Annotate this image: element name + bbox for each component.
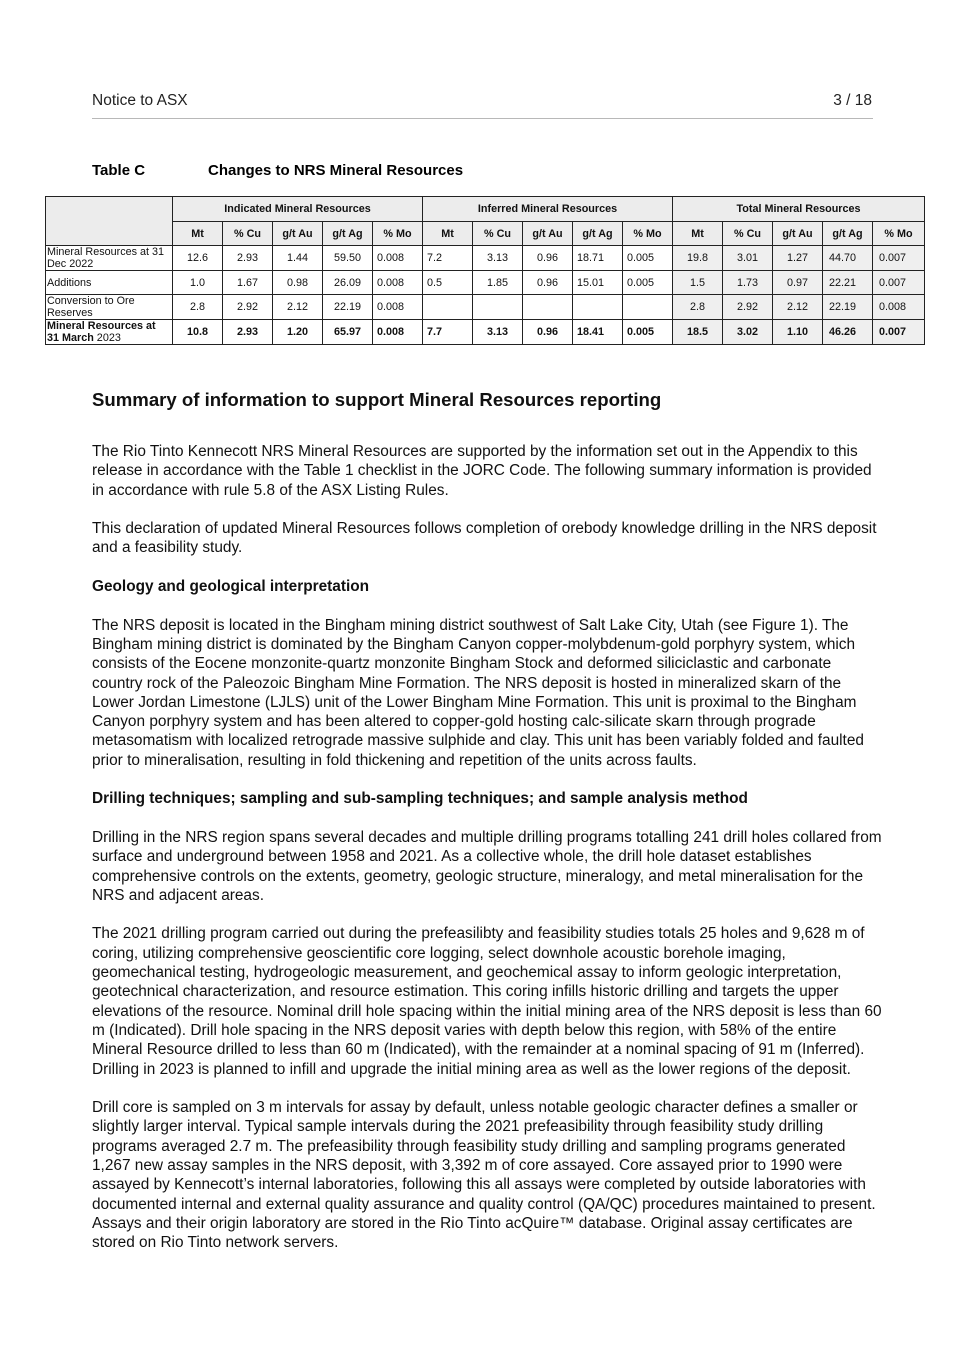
row-label-year: 2023 — [93, 332, 121, 344]
cell-inferred: 0.96 — [523, 320, 573, 345]
cell-inferred: 0.96 — [523, 271, 573, 295]
cell-inferred: 7.2 — [423, 246, 473, 271]
cell-indicated: 1.44 — [273, 246, 323, 271]
paragraph: Drill core is sampled on 3 m intervals for assay by default, unless notable geologic character defines a smaller or slightly larger interval. Typical sample intervals during the 2021 prefeasibility through feasibility study drilling programs averaged 2.7 m. The prefeasibility through feasibility study drilling and sampling programs generated 1,267 new assay samples in the NRS deposit, with 3,392 m of core assayed. Core assayed prior to 1990 were assayed by Kennecott’s internal laboratories, following this all assays were completed by outside laboratories with documented internal and external quality assurance and quality control (QA/QC) procedures maintained to present. Assays and their origin laboratory are stored in the Rio Tinto acQuire™ database. Original assay certificates are stored on Rio Tinto network servers. — [92, 1099, 876, 1252]
page-header — [92, 92, 872, 110]
document-body — [92, 388, 882, 1272]
cell-inferred: 15.01 — [573, 271, 623, 295]
cell-indicated: 2.8 — [173, 295, 223, 320]
column-header-total: Mt — [673, 222, 723, 246]
column-header-total: % Cu — [723, 222, 773, 246]
column-header-indicated: % Cu — [223, 222, 273, 246]
cell-inferred: 18.71 — [573, 246, 623, 271]
cell-inferred: 1.85 — [473, 271, 523, 295]
cell-total: 2.12 — [773, 295, 823, 320]
cell-inferred — [423, 295, 473, 320]
table-row — [46, 246, 925, 271]
cell-total: 2.8 — [673, 295, 723, 320]
column-header-indicated: g/t Ag — [323, 222, 373, 246]
column-header-indicated: % Mo — [373, 222, 423, 246]
cell-indicated: 10.8 — [173, 320, 223, 345]
paragraph: The NRS deposit is located in the Bingham mining district southwest of Salt Lake City, Utah (see Figure 1). The Bingham mining district is dominated by the Bingham Canyon copper-molybdenum-gold porphyry system, which consists of the Eocene monzonite-quartz monzonite Bingham Stock and deformed siliciclastic and carbonate country rock of the Paleozoic Bingham Mine Formation. The NRS deposit is hosted in mineralized skarn of the Lower Jordan Limestone (LJLS) unit of the Lower Bingham Mine Formation. This unit is proximal to the Bingham Canyon porphyry system and has been altered to copper-gold hosting calc-silicate skarn through prograde metasomatism with localized retrograde massive sulphide and clay. This unit has been variably folded and faulted prior to mineralisation, resulting in fold thickening and repetition of the units across faults. — [92, 616, 864, 769]
cell-total: 0.008 — [873, 295, 925, 320]
column-header-total: % Mo — [873, 222, 925, 246]
header-divider — [92, 118, 873, 119]
mineral-resources-table — [45, 196, 925, 345]
cell-total: 3.02 — [723, 320, 773, 345]
column-header-inferred: % Cu — [473, 222, 523, 246]
table-row — [46, 320, 925, 345]
group-header-total: Total Mineral Resources — [673, 197, 925, 222]
cell-indicated: 0.008 — [373, 271, 423, 295]
cell-total: 0.007 — [873, 320, 925, 345]
column-header-inferred: g/t Ag — [573, 222, 623, 246]
cell-total: 1.10 — [773, 320, 823, 345]
table-caption-title: Changes to NRS Mineral Resources — [208, 162, 464, 179]
table-row — [46, 271, 925, 295]
cell-indicated: 0.008 — [373, 246, 423, 271]
cell-inferred: 7.7 — [423, 320, 473, 345]
cell-indicated: 0.008 — [373, 295, 423, 320]
cell-indicated: 1.67 — [223, 271, 273, 295]
cell-total: 46.26 — [823, 320, 873, 345]
cell-indicated: 2.93 — [223, 320, 273, 345]
subheading-drilling: Drilling techniques; sampling and sub-sampling techniques; and sample analysis method — [92, 790, 748, 808]
cell-inferred: 3.13 — [473, 246, 523, 271]
group-header-indicated: Indicated Mineral Resources — [173, 197, 423, 222]
cell-total: 1.73 — [723, 271, 773, 295]
cell-indicated: 0.008 — [373, 320, 423, 345]
document-title: Notice to ASX — [92, 92, 188, 109]
cell-total: 0.97 — [773, 271, 823, 295]
cell-total: 1.27 — [773, 246, 823, 271]
cell-total: 18.5 — [673, 320, 723, 345]
table-caption — [92, 162, 463, 179]
table-caption-label: Table C — [92, 162, 146, 179]
column-header-total: g/t Ag — [823, 222, 873, 246]
table-row — [46, 295, 925, 320]
cell-indicated: 59.50 — [323, 246, 373, 271]
cell-indicated: 2.12 — [273, 295, 323, 320]
cell-indicated: 22.19 — [323, 295, 373, 320]
column-header-inferred: % Mo — [623, 222, 673, 246]
row-label: Additions — [46, 271, 173, 295]
cell-indicated: 2.93 — [223, 246, 273, 271]
column-header-inferred: Mt — [423, 222, 473, 246]
group-header-inferred: Inferred Mineral Resources — [423, 197, 673, 222]
cell-total: 3.01 — [723, 246, 773, 271]
row-label — [46, 320, 173, 345]
cell-inferred — [523, 295, 573, 320]
cell-indicated: 1.0 — [173, 271, 223, 295]
cell-inferred — [623, 295, 673, 320]
cell-total: 0.007 — [873, 271, 925, 295]
section-title: Summary of information to support Mineral Resources reporting — [92, 389, 662, 410]
cell-inferred: 3.13 — [473, 320, 523, 345]
cell-inferred: 0.005 — [623, 271, 673, 295]
row-label: Conversion to Ore Reserves — [46, 295, 173, 320]
cell-total: 22.21 — [823, 271, 873, 295]
cell-total: 22.19 — [823, 295, 873, 320]
cell-indicated: 12.6 — [173, 246, 223, 271]
cell-total: 19.8 — [673, 246, 723, 271]
cell-indicated: 1.20 — [273, 320, 323, 345]
cell-inferred: 0.005 — [623, 246, 673, 271]
cell-indicated: 65.97 — [323, 320, 373, 345]
cell-indicated: 2.92 — [223, 295, 273, 320]
page-number: 3 / 18 — [833, 92, 872, 109]
cell-total: 0.007 — [873, 246, 925, 271]
subheading-geology: Geology and geological interpretation — [92, 578, 370, 596]
column-header-inferred: g/t Au — [523, 222, 573, 246]
cell-total: 2.92 — [723, 295, 773, 320]
table-corner-cell — [46, 197, 173, 246]
row-label-bold: Mineral Resources at 31 March — [47, 320, 156, 344]
paragraph: Drilling in the NRS region spans several decades and multiple drilling programs totalling 241 drill holes collared from surface and underground between 1958 and 2021. As a collective whole, the drill hole dataset establishes comprehensive controls on the extents, geometry, geologic structure, mineralogy, and metal mineralisation for the NRS and adjacent areas. — [92, 828, 882, 904]
cell-total: 1.5 — [673, 271, 723, 295]
cell-inferred — [573, 295, 623, 320]
cell-inferred: 18.41 — [573, 320, 623, 345]
cell-inferred: 0.96 — [523, 246, 573, 271]
paragraph: This declaration of updated Mineral Resources follows completion of orebody knowledge drilling in the NRS deposit and a feasibility study. — [92, 520, 877, 557]
column-header-indicated: Mt — [173, 222, 223, 246]
column-header-indicated: g/t Au — [273, 222, 323, 246]
cell-inferred: 0.5 — [423, 271, 473, 295]
cell-inferred: 0.005 — [623, 320, 673, 345]
column-header-total: g/t Au — [773, 222, 823, 246]
row-label: Mineral Resources at 31 Dec 2022 — [46, 246, 173, 271]
cell-inferred — [473, 295, 523, 320]
cell-total: 44.70 — [823, 246, 873, 271]
column-header-row — [46, 222, 925, 246]
paragraph: The Rio Tinto Kennecott NRS Mineral Resources are supported by the information set out in the Appendix to this release in accordance with the Table 1 checklist in the JORC Code. The following summary information is provided in accordance with rule 5.8 of the ASX Listing Rules. — [92, 443, 872, 499]
cell-indicated: 26.09 — [323, 271, 373, 295]
paragraph: The 2021 drilling program carried out during the prefeasilibty and feasibility studies totals 25 holes and 9,628 m of coring, utilizing comprehensive geoscientific core logging, select downhole acoustic borehole imaging, geomechanical testing, hydrogeologic measurement, and geochemical assay to inform geologic interpretation, geotechnical characterization, and resource estimation. This coring infills historic drilling and targets the upper elevations of the resource. Nominal drill hole spacing within the initial mining area of the NRS deposit is less than 60 m (Indicated). Drill hole spacing in the NRS deposit varies with depth below this region, with 58% of the entire Mineral Resource drilled to less than 60 m (Indicated), with the remainder at a nominal spacing of 91 m (Inferred). Drilling in 2023 is planned to infill and upgrade the initial mining area as well as the lower regions of the deposit. — [92, 925, 882, 1078]
cell-indicated: 0.98 — [273, 271, 323, 295]
